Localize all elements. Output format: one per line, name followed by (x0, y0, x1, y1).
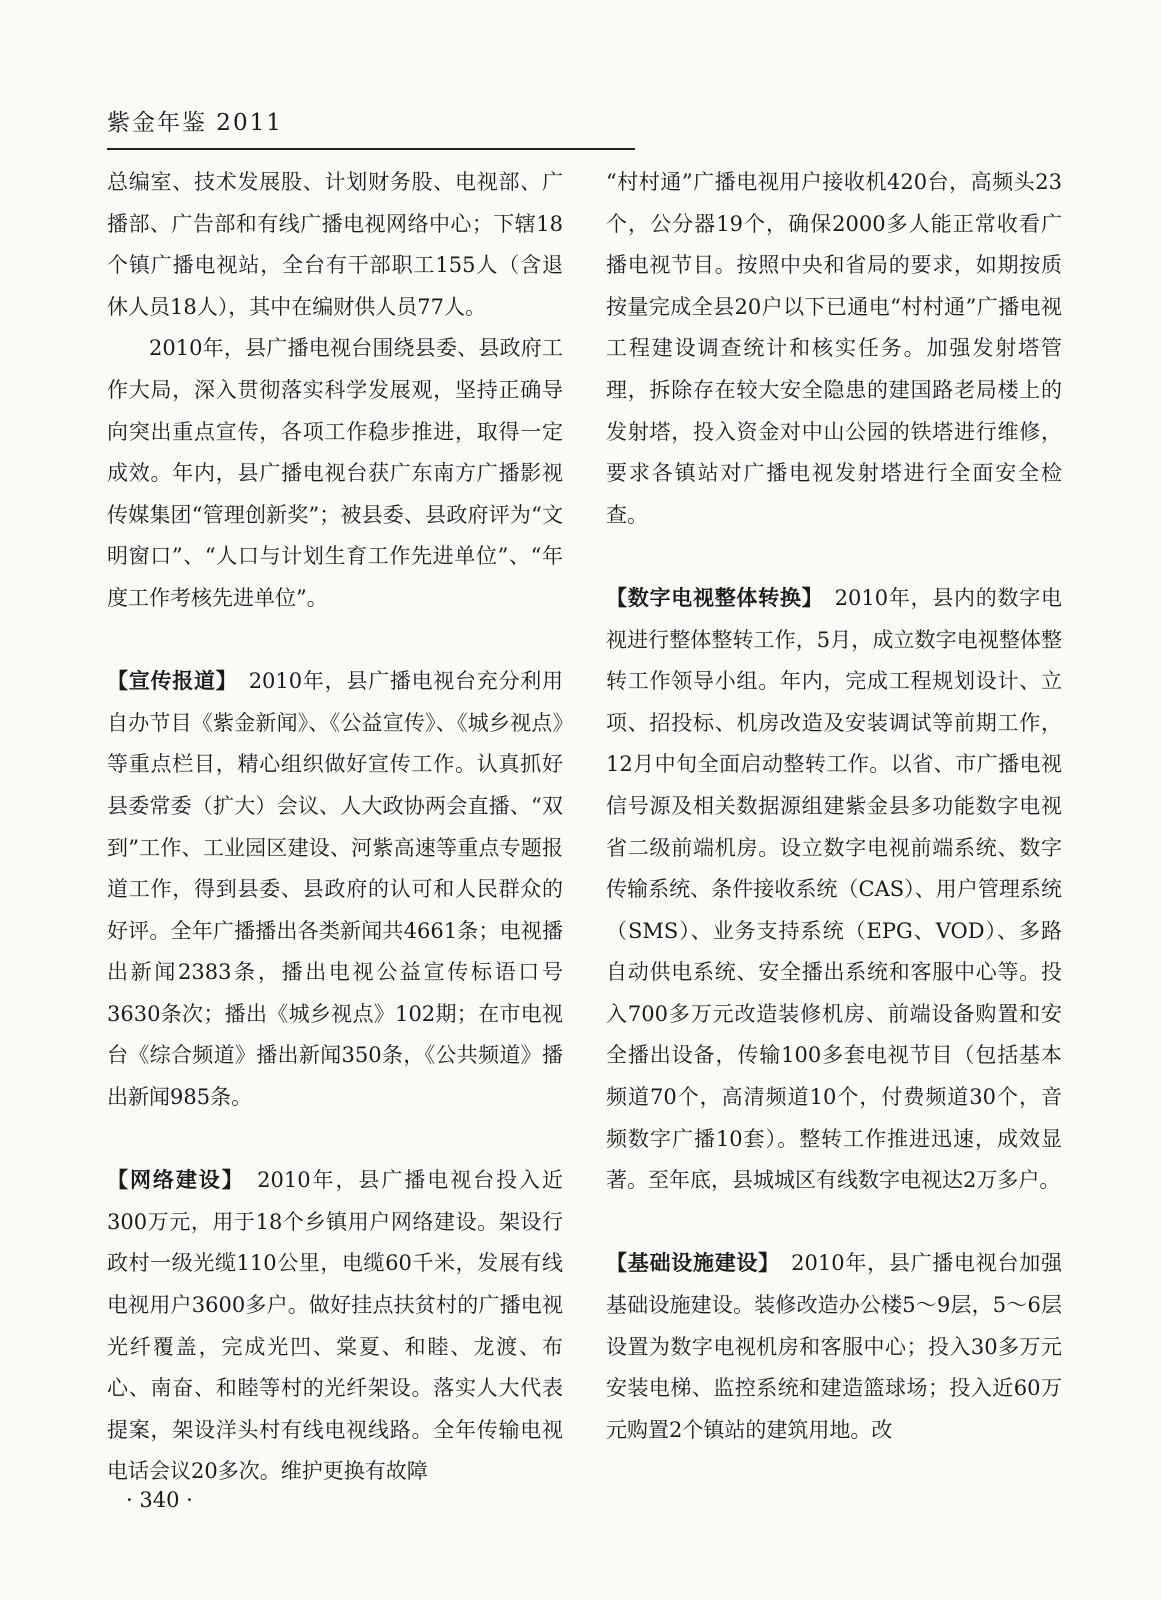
running-title: 紫金年鉴 2011 (107, 110, 283, 136)
section-body: 2010年，县广播电视台加强基础设施建设。装修改造办公楼5～9层，5～6层设置为数字电视机房和客服中心；投入30多万元安装电梯、监控系统和建造篮球场；投入近60万元购置2个镇站的建筑用地。改 (606, 1251, 1063, 1442)
section-heading: 【数字电视整体转换】 (606, 585, 813, 610)
intro-paragraph: 总编室、技术发展股、计划财务股、电视部、广播部、广告部和有线广播电视网络中心；下辖18个镇广播电视站，全台有干部职工155人（含退休人员18人），其中在编财供人员77人。 (107, 170, 563, 319)
left-column (107, 162, 563, 1493)
section-network (107, 1160, 563, 1493)
section-digital-tv (606, 578, 1062, 1202)
right-column (606, 162, 1062, 1451)
section-publicity (107, 661, 563, 1119)
section-body: 2010年，县广播电视台投入近300万元，用于18个乡镇用户网络建设。架设行政村一级光缆110公里，电缆60千米，发展有线电视用户3600多户。做好挂点扶贫村的广播电视光纤覆盖，完成光凹、棠夏、和睦、龙渡、布心、南奋、和睦等村的光纤架设。落实人大代表提案，架设洋头村有线电视线路。全年传输电视电话会议20多次。维护更换有故障 (107, 1168, 564, 1484)
section-heading: 【宣传报道】 (107, 669, 227, 694)
page-number: · 340 · (126, 1488, 193, 1512)
section-body: 2010年，县广播电视台充分利用自办节目《紫金新闻》、《公益宣传》、《城乡视点》等重点栏目，精心组织做好宣传工作。认真抓好县委常委（扩大）会议、人大政协两会直播、“双到”工作、工业园区建设、河紫高速等重点专题报道工作，得到县委、县政府的认可和人民群众的好评。全年广播播出各类新闻共4661条；电视播出新闻2383条，播出电视公益宣传标语口号3630条次；播出《城乡视点》102期；在市电视台《综合频道》播出新闻350条，《公共频道》播出新闻985条。 (107, 669, 564, 1110)
section-heading: 【基础设施建设】 (606, 1251, 770, 1276)
section-infrastructure (606, 1243, 1062, 1451)
overview-paragraph: 2010年，县广播电视台围绕县委、县政府工作大局，深入贯彻落实科学发展观，坚持正确导向突出重点宣传，各项工作稳步推进，取得一定成效。年内，县广播电视台获广东南方广播影视传媒集团“管理创新奖”；被县委、县政府评为“文明窗口”、“人口与计划生育工作先进单位”、“年度工作考核先进单位”。 (107, 336, 563, 610)
header-rule (107, 148, 635, 150)
section-body: 2010年，县内的数字电视进行整体整转工作，5月，成立数字电视整体整转工作领导小组。年内，完成工程规划设计、立项、招投标、机房改造及安装调试等前期工作，12月中旬全面启动整转工作。以省、市广播电视信号源及相关数据源组建紫金县多功能数字电视省二级前端机房。设立数字电视前端系统、数字传输系统、条件接收系统（CAS）、用户管理系统（SMS）、业务支持系统（EPG、VOD）、多路自动供电系统、安全播出系统和客服中心等。投入700多万元改造装修机房、前端设备购置和安全播出设备，传输100多套电视节目（包括基本频道70个，高清频道10个，付费频道30个，音频数字广播10套）。整转工作推进迅速，成效显著。至年底，县城城区有线数字电视达2万多户。 (606, 585, 1063, 1193)
continuation-paragraph: “村村通”广播电视用户接收机420台，高频头23个，公分器19个，确保2000多人能正常收看广播电视节目。按照中央和省局的要求，如期按质按量完成全县20户以下已通电“村村通”广播电视工程建设调查统计和核实任务。加强发射塔管理，拆除存在较大安全隐患的建国路老局楼上的发射塔，投入资金对中山公园的铁塔进行维修，要求各镇站对广播电视发射塔进行全面安全检查。 (606, 170, 1062, 527)
section-heading: 【网络建设】 (107, 1168, 235, 1193)
